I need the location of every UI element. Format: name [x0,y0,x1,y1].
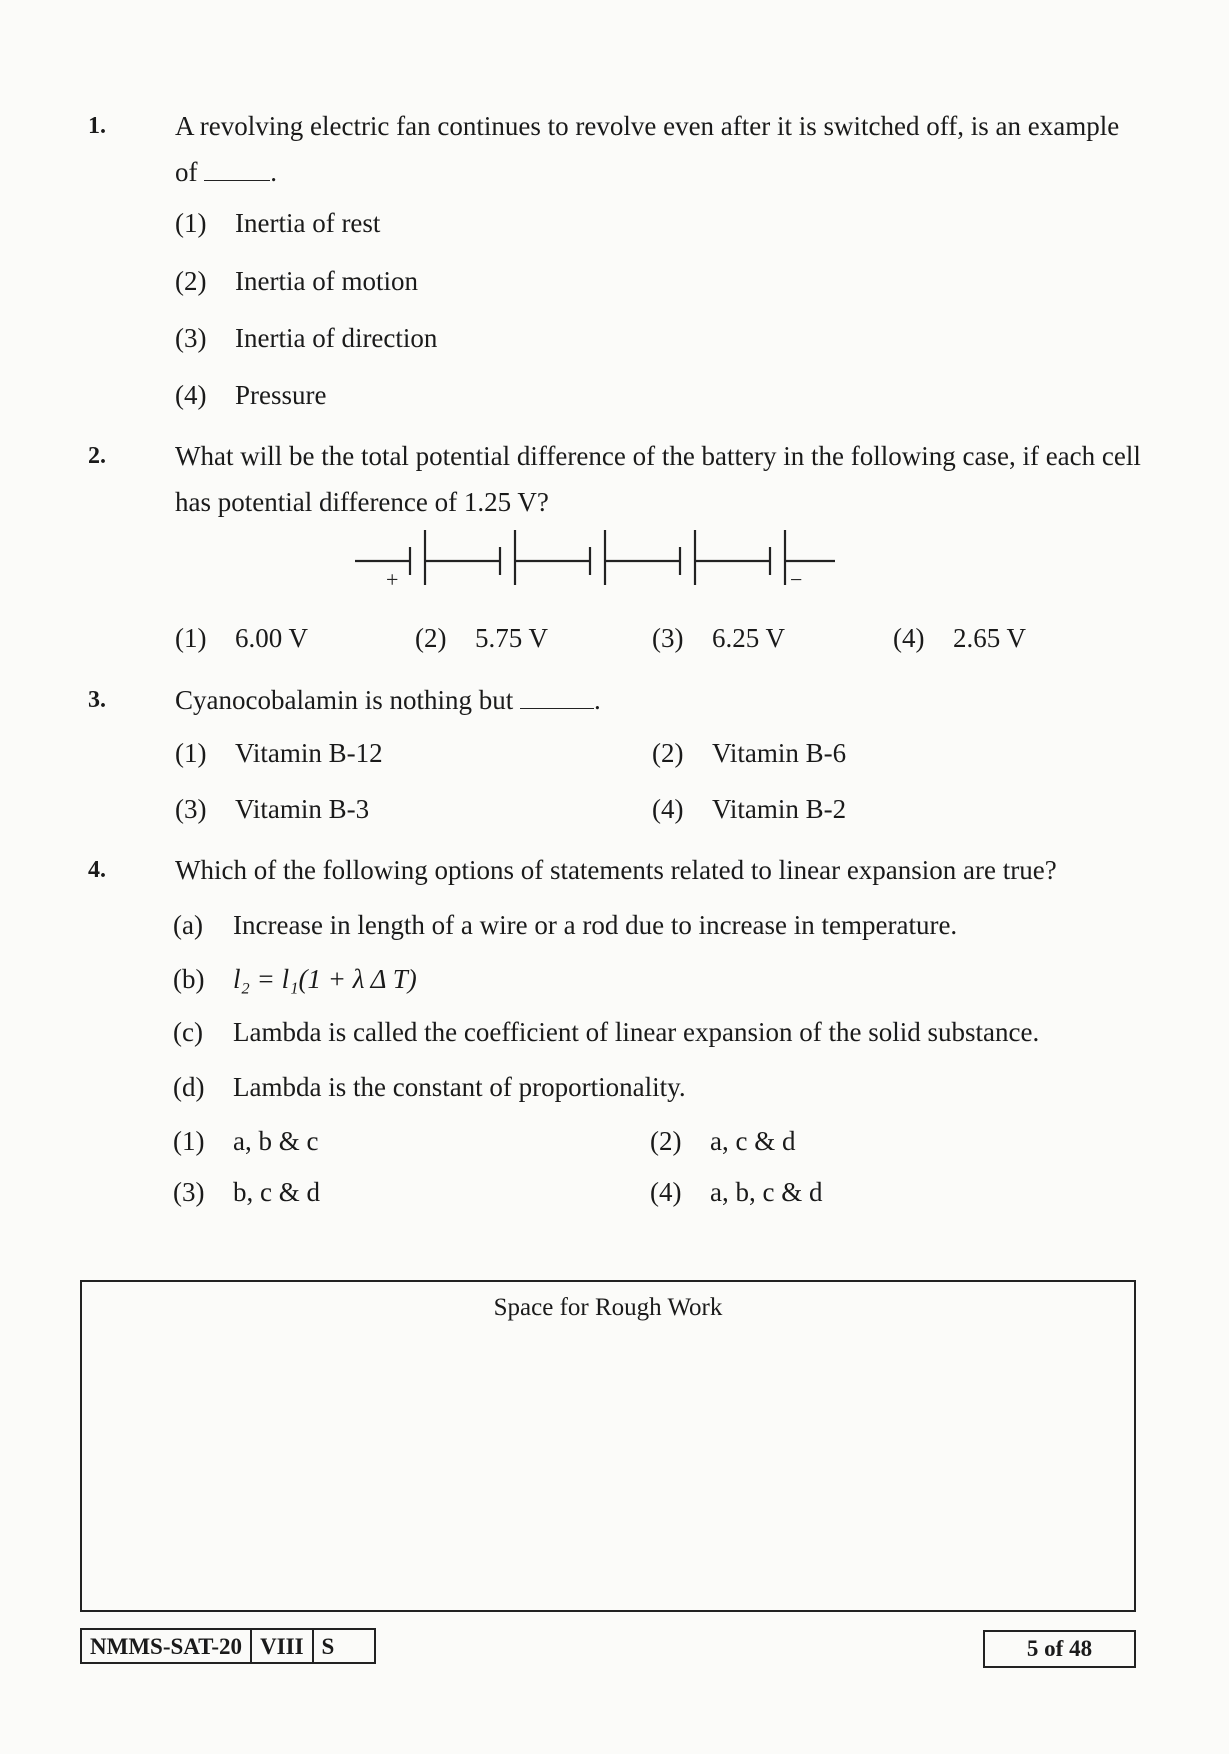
battery-circuit-diagram [350,525,840,595]
q1-option-1[interactable]: (1) Inertia of rest [175,208,381,238]
q3-option-3[interactable]: (3) Vitamin B-3 [175,794,370,824]
q1-option-2[interactable]: (2) Inertia of motion [175,266,418,296]
q2-option-3[interactable]: (3) 6.25 V [652,623,786,653]
question-2-number: 2. [88,443,106,469]
rough-work-title: Space for Rough Work [493,1294,723,1321]
class-code: VIII [252,1630,313,1662]
q4-statement-d: (d) Lambda is the constant of proportionality. [173,1072,686,1102]
answer-blank [520,686,594,709]
negative-terminal-label: − [790,567,803,592]
q2-option-2[interactable]: (2) 5.75 V [415,623,549,653]
q4-statement-a: (a) Increase in length of a wire or a rod due to increase in temperature. [173,910,958,940]
q3-option-1[interactable]: (1) Vitamin B-12 [175,738,383,768]
q3-option-4[interactable]: (4) Vitamin B-2 [652,794,847,824]
q1-option-3[interactable]: (3) Inertia of direction [175,323,438,353]
q1-option-4[interactable]: (4) Pressure [175,380,327,410]
question-4-text: Which of the following options of statements related to linear expansion are true? [175,855,1057,885]
q2-option-1[interactable]: (1) 6.00 V [175,623,309,653]
question-1-number: 1. [88,113,106,139]
q4-option-4[interactable]: (4) a, b, c & d [650,1177,823,1207]
q4-option-2[interactable]: (2) a, c & d [650,1126,796,1156]
positive-terminal-label: + [386,567,399,592]
answer-blank [204,158,270,181]
exam-code: NMMS-SAT-20 [82,1630,252,1662]
q4-option-1[interactable]: (1) a, b & c [173,1126,319,1156]
q4-option-3[interactable]: (3) b, c & d [173,1177,320,1207]
q2-option-4[interactable]: (4) 2.65 V [893,623,1027,653]
rough-work-box [80,1280,1136,1612]
series-code: S [321,1634,335,1659]
question-3-number: 3. [88,687,106,713]
q4-statement-c: (c) Lambda is called the coefficient of linear expansion of the solid substance. [173,1017,1040,1047]
exam-code-box [80,1628,376,1664]
question-4-number: 4. [88,857,106,883]
page-number: 5 of 48 [983,1630,1136,1668]
question-1-text: A revolving electric fan continues to revolve even after it is switched off, is an example of . [175,111,1120,187]
q4-statement-b-formula: (b) l₂ = l₁(1 + λ Δ T) [173,964,417,994]
q3-option-2[interactable]: (2) Vitamin B-6 [652,738,847,768]
question-2-text: What will be the total potential difference of the battery in the following case, if each cell has potential difference of 1.25 V? [175,441,1141,517]
question-3-text: Cyanocobalamin is nothing but . [175,685,601,715]
